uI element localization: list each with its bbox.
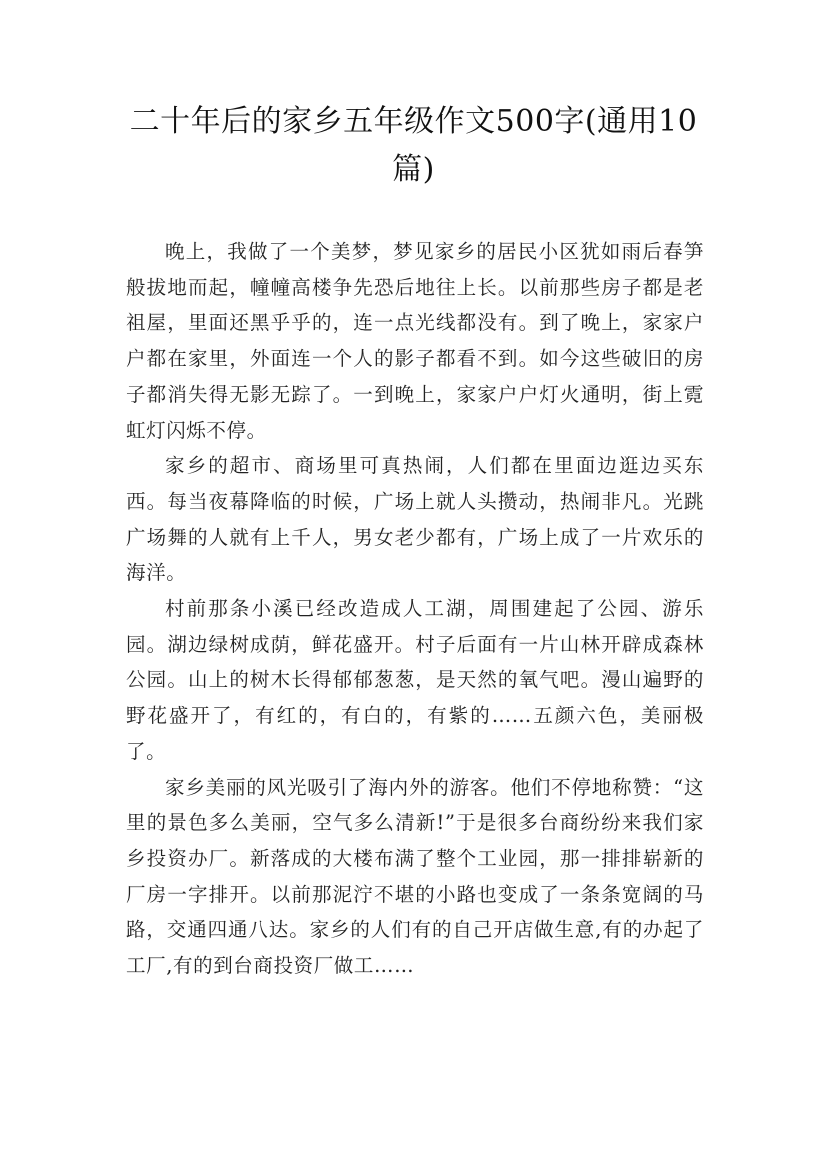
paragraph-3: 村前那条小溪已经改造成人工湖，周围建起了公园、游乐园。湖边绿树成荫，鲜花盛开。村子后面有一片山林开辟成森林公园。山上的树木长得郁郁葱葱，是天然的氧气吧。漫山遍野的野花盛开了，有红的，有白的，有紫的……五颜六色，美丽极了。 — [126, 597, 704, 763]
document-body — [126, 234, 704, 984]
paragraph-2: 家乡的超市、商场里可真热闹，人们都在里面边逛边买东西。每当夜幕降临的时候，广场上就人头攒动，热闹非凡。光跳广场舞的人就有上千人，男女老少都有，广场上成了一片欢乐的海洋。 — [126, 454, 704, 585]
paragraph-1: 晚上，我做了一个美梦，梦见家乡的居民小区犹如雨后春笋般拔地而起，幢幢高楼争先恐后地往上长。以前那些房子都是老祖屋，里面还黑乎乎的，连一点光线都没有。到了晚上，家家户户都在家里，外面连一个人的影子都看不到。如今这些破旧的房子都消失得无影无踪了。一到晚上，家家户户灯火通明，街上霓虹灯闪烁不停。 — [126, 240, 704, 442]
paragraph-4: 家乡美丽的风光吸引了海内外的游客。他们不停地称赞：“这里的景色多么美丽，空气多么清新!”于是很多台商纷纷来我们家乡投资办厂。新落成的大楼布满了整个工业园，那一排排崭新的厂房一字排开。以前那泥泞不堪的小路也变成了一条条宽阔的马路，交通四通八达。家乡的人们有的自己开店做生意,有的办起了工厂,有的到台商投资厂做工…… — [126, 775, 704, 978]
document-title: 二十年后的家乡五年级作文500字(通用10篇) — [129, 104, 698, 187]
